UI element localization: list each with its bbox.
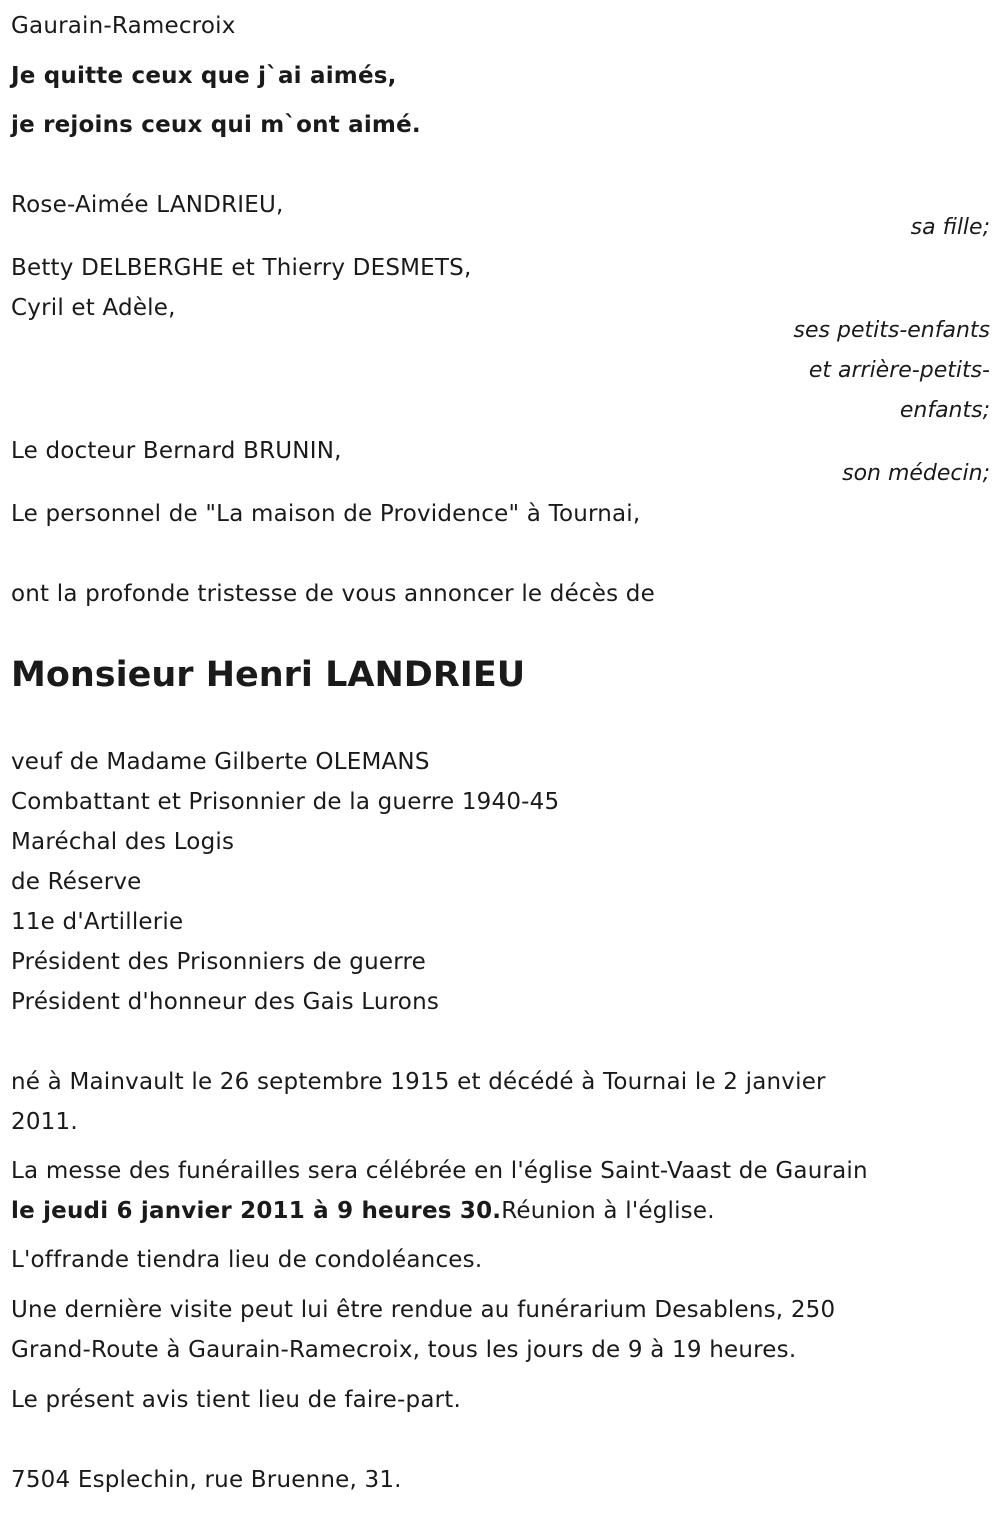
- family-member-relation: ses petits-enfants: [793, 318, 990, 343]
- birth-death-line-2: 2011.: [11, 1109, 78, 1135]
- condolences-text: L'offrande tiendra lieu de condoléances.: [11, 1247, 483, 1273]
- family-member-name: Le personnel de "La maison de Providence" à Tournai,: [11, 501, 641, 527]
- address-text: 7504 Esplechin, rue Bruenne, 31.: [11, 1467, 402, 1493]
- verse-line-1: Je quitte ceux que j`ai aimés,: [11, 63, 397, 89]
- family-member-relation: enfants;: [899, 398, 990, 423]
- deceased-name: Monsieur Henri LANDRIEU: [11, 655, 526, 695]
- family-member-relation: sa fille;: [910, 215, 990, 240]
- family-member-relation: son médecin;: [842, 461, 990, 486]
- family-member-relation: et arrière-petits-: [808, 358, 990, 383]
- funeral-meeting: Réunion à l'église.: [501, 1198, 715, 1224]
- title-line: Président des Prisonniers de guerre: [11, 949, 426, 975]
- notice-text: Le présent avis tient lieu de faire-part.: [11, 1387, 462, 1413]
- title-line: Maréchal des Logis: [11, 829, 235, 855]
- family-member-name: Cyril et Adèle,: [11, 295, 176, 321]
- family-member-name: Le docteur Bernard BRUNIN,: [11, 438, 342, 464]
- title-line: 11e d'Artillerie: [11, 909, 184, 935]
- title-line: Président d'honneur des Gais Lurons: [11, 989, 440, 1015]
- title-line: veuf de Madame Gilberte OLEMANS: [11, 749, 430, 775]
- announcement-text: ont la profonde tristesse de vous annoncer le décès de: [11, 581, 655, 607]
- family-member-name: Betty DELBERGHE et Thierry DESMETS,: [11, 255, 472, 281]
- funeral-datetime: le jeudi 6 janvier 2011 à 9 heures 30.: [11, 1198, 502, 1224]
- funeral-line-1: La messe des funérailles sera célébrée en l'église Saint-Vaast de Gaurain: [11, 1158, 868, 1184]
- verse-line-2: je rejoins ceux qui m`ont aimé.: [11, 112, 421, 138]
- funeral-line-2: [11, 1191, 715, 1231]
- birth-death-line-1: né à Mainvault le 26 septembre 1915 et décédé à Tournai le 2 janvier: [11, 1069, 826, 1095]
- title-line: Combattant et Prisonnier de la guerre 1940-45: [11, 789, 560, 815]
- location-heading: Gaurain-Ramecroix: [11, 13, 236, 39]
- family-member-name: Rose-Aimée LANDRIEU,: [11, 192, 284, 218]
- visit-line-2: Grand-Route à Gaurain-Ramecroix, tous les jours de 9 à 19 heures.: [11, 1337, 797, 1363]
- visit-line-1: Une dernière visite peut lui être rendue au funérarium Desablens, 250: [11, 1297, 836, 1323]
- title-line: de Réserve: [11, 869, 142, 895]
